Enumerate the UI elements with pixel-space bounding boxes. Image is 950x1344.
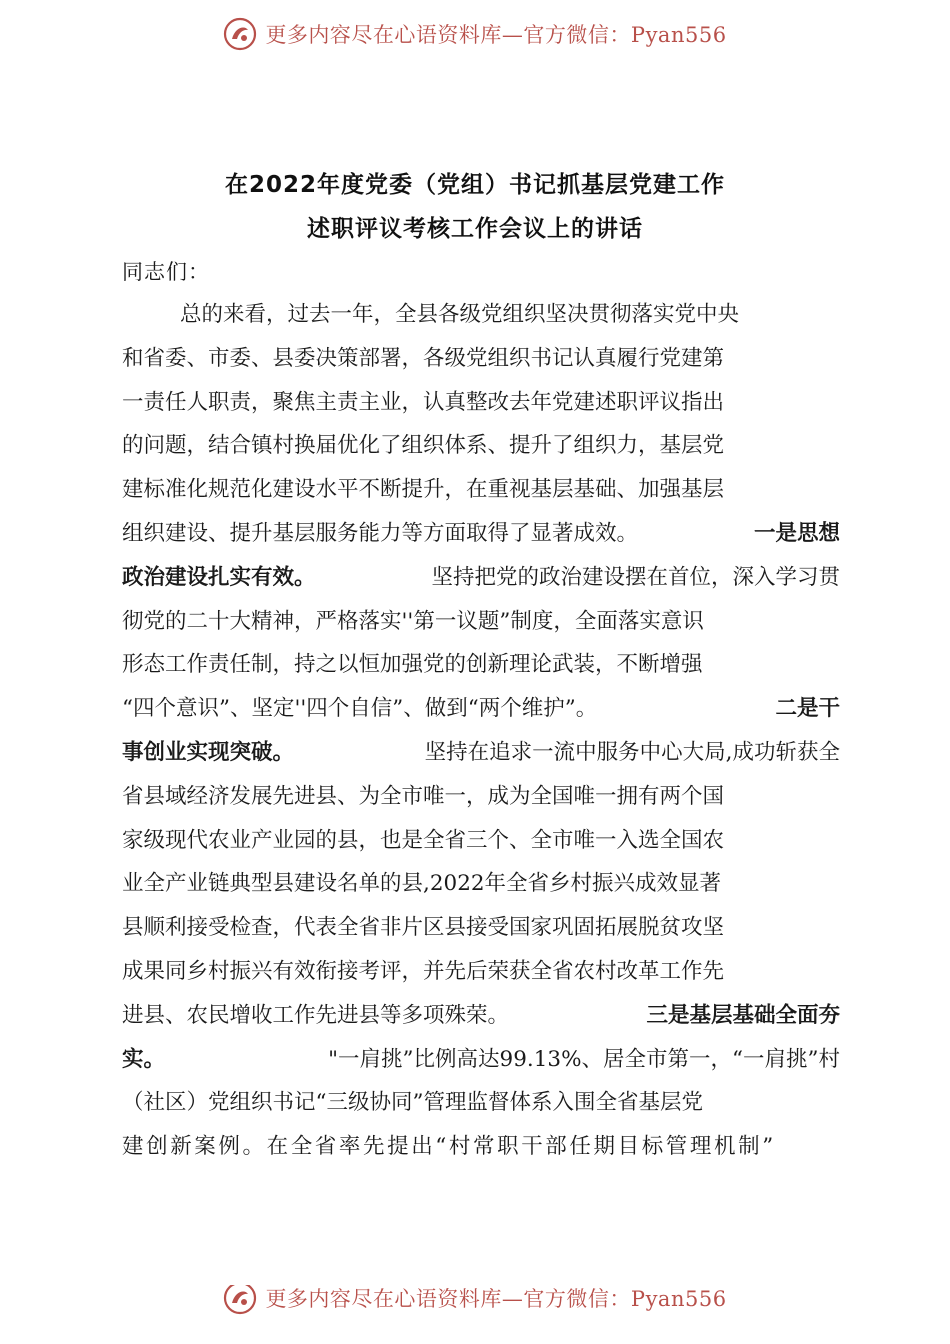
text-line: 业全产业链典型县建设名单的县,2022年全省乡村振兴成效显著 [122,871,722,897]
header-watermark [0,14,950,54]
text-line: 组织建设、提升基层服务能力等方面取得了显著成效。 一是思想 [122,512,840,556]
bold-heading: 二是干 [775,696,840,722]
document-title-line-2: 述职评议考核工作会议上的讲话 [307,216,643,242]
text-line: 一责任人职责，聚焦主责主业，认真整改去年党建述职评议指出 [122,389,725,415]
watermark-text: 更多内容尽在心语资料库—官方微信：Pyan556 [265,23,727,47]
text-line: 建标准化规范化建设水平不断提升，在重视基层基础、加强基层 [122,477,725,503]
bold-heading: 政治建设扎实有效。 [122,564,316,590]
text-line: （社区）党组织书记“三级协同”管理监督体系入围全省基层党 [122,1090,703,1116]
text-line: 实。 "一肩挑”比例高达99.13%、居全市第一，“一肩挑”村 [122,1038,840,1082]
text-line: 建创新案例。在全省率先提出“村常职干部任期目标管理机制” [122,1134,776,1160]
bold-heading: 实。 [122,1046,166,1072]
bold-heading: 一是思想 [753,520,840,546]
document-title-line-1: 在2022年度党委（党组）书记抓基层党建工作 [224,172,725,198]
watermark-logo-icon [223,1285,257,1315]
text-line: 和省委、市委、县委决策部署，各级党组织书记认真履行党建第 [122,345,725,371]
text-line: 成果同乡村振兴有效衔接考评，并先后荣获全省农村改革工作先 [122,958,725,984]
text-line: 家级现代农业产业园的县，也是全省三个、全市唯一入选全国农 [122,827,725,853]
body-paragraph [122,293,840,1169]
bold-heading: 事创业实现突破。 [122,739,295,765]
text-line: 省县域经济发展先进县、为全市唯一，成为全国唯一拥有两个国 [122,783,725,809]
text-line: 政治建设扎实有效。 坚持把党的政治建设摆在首位，深入学习贯 [122,556,840,600]
text-line: 的问题，结合镇村换届优化了组织体系、提升了组织力，基层党 [122,433,725,459]
text-line: 事创业实现突破。 坚持在追求一流中服务中心大局,成功斩获全 [122,731,840,775]
text-line: 进县、农民增收工作先进县等多项殊荣。 三是基层基础全面夯 [122,994,840,1038]
watermark-text: 更多内容尽在心语资料库—官方微信：Pyan556 [265,1287,727,1311]
watermark-logo-icon [223,17,257,51]
bold-heading: 三是基层基础全面夯 [646,1002,840,1028]
footer-watermark [0,1285,950,1319]
text-line: 总的来看，过去一年，全县各级党组织坚决贯彻落实党中央 [180,302,740,327]
salutation: 同志们： [122,260,210,284]
text-line: 形态工作责任制，持之以恒加强党的创新理论武装，不断增强 [122,652,703,678]
text-line: “四个意识”、坚定''四个自信”、做到“两个维护”。 二是干 [122,687,840,731]
text-line: 县顺利接受检查，代表全省非片区县接受国家巩固拓展脱贫攻坚 [122,915,725,941]
text-line: 彻党的二十大精神，严格落实''第一议题”制度，全面落实意识 [122,608,704,634]
